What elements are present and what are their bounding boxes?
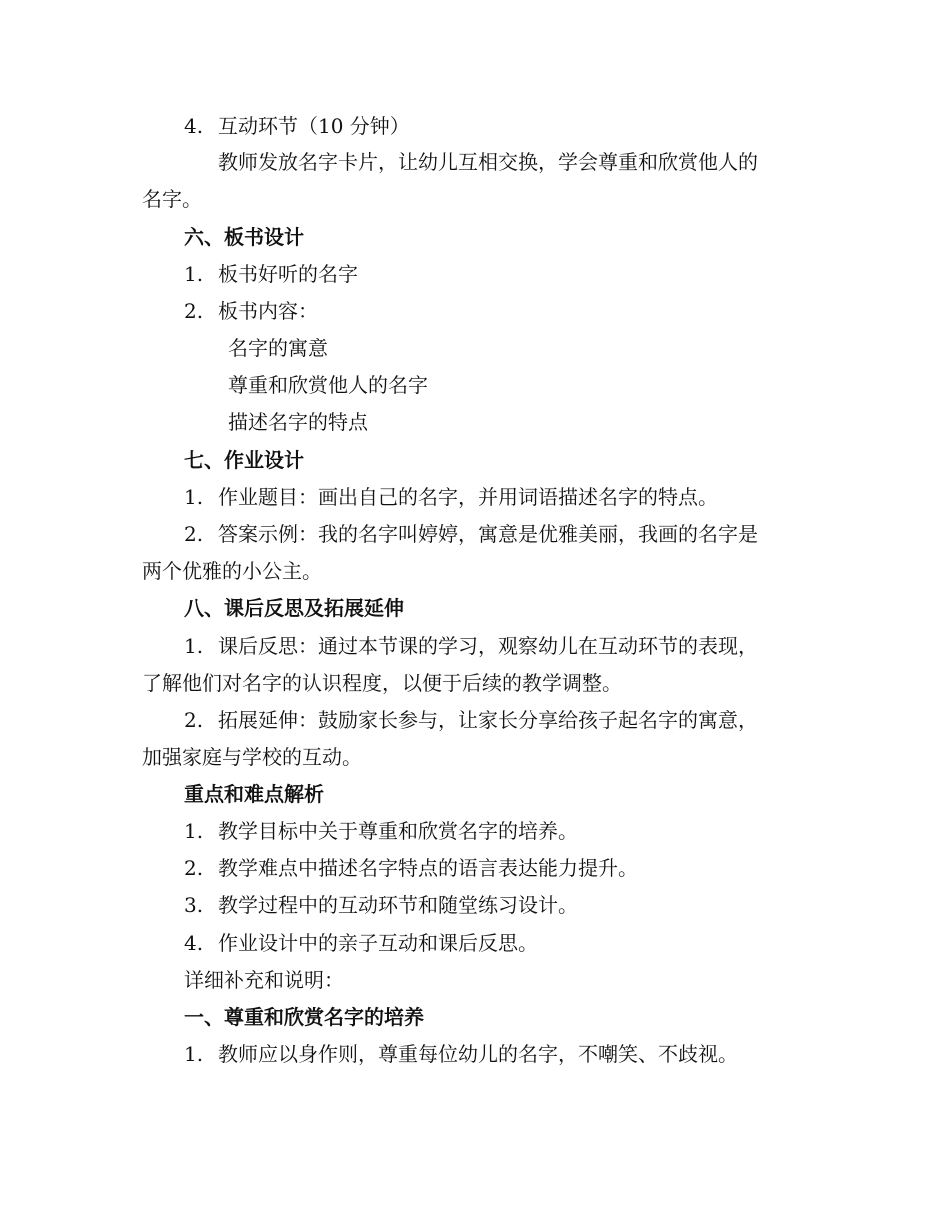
heading-text: 七、作业设计 xyxy=(184,448,304,472)
list-number: 2. xyxy=(184,299,204,323)
paragraph-line xyxy=(142,185,202,213)
list-number: 3. xyxy=(184,893,204,917)
paragraph-line xyxy=(142,669,622,697)
line-text: 拓展延伸：鼓励家长参与，让家长分享给孩子起名字的寓意， xyxy=(218,708,758,732)
line-text: 板书好听的名字 xyxy=(218,262,358,286)
line-text: 教师应以身作则，尊重每位幼儿的名字，不嘲笑、不歧视。 xyxy=(218,1042,738,1066)
list-item xyxy=(184,297,318,325)
list-number: 4. xyxy=(184,114,204,138)
line-text: 教学目标中关于尊重和欣赏名字的培养。 xyxy=(218,819,578,843)
heading-text: 六、板书设计 xyxy=(184,225,304,249)
line-text: 尊重和欣赏他人的名字 xyxy=(228,373,428,397)
list-number: 2. xyxy=(184,708,204,732)
line-text: 教学难点中描述名字特点的语言表达能力提升。 xyxy=(218,856,638,880)
line-text: 名字的寓意 xyxy=(228,336,328,360)
list-number: 1. xyxy=(184,1042,204,1066)
line-text: 作业题目：画出自己的名字，并用词语描述名字的特点。 xyxy=(218,485,718,509)
list-number: 1. xyxy=(184,262,204,286)
heading-text: 八、课后反思及拓展延伸 xyxy=(184,596,404,620)
list-item xyxy=(184,112,410,140)
paragraph-line xyxy=(184,966,344,994)
list-number: 1. xyxy=(184,634,204,658)
list-item xyxy=(184,483,718,511)
line-text: 板书内容： xyxy=(218,299,318,323)
list-item xyxy=(184,632,758,660)
list-item xyxy=(184,706,758,734)
list-item xyxy=(184,520,758,548)
list-item xyxy=(184,854,638,882)
board-content-item xyxy=(228,371,428,399)
line-text: 加强家庭与学校的互动。 xyxy=(142,745,362,769)
line-text: 作业设计中的亲子互动和课后反思。 xyxy=(218,931,538,955)
paragraph-line xyxy=(142,743,362,771)
section-heading-board-design xyxy=(184,223,304,251)
section-heading-homework-design xyxy=(184,446,304,474)
list-item xyxy=(184,891,578,919)
line-text: 答案示例：我的名字叫婷婷，寓意是优雅美丽，我画的名字是 xyxy=(218,522,758,546)
line-text: 了解他们对名字的认识程度，以便于后续的教学调整。 xyxy=(142,671,622,695)
list-number: 2. xyxy=(184,856,204,880)
board-content-item xyxy=(228,334,328,362)
line-text: 课后反思：通过本节课的学习，观察幼儿在互动环节的表现， xyxy=(218,634,758,658)
list-number: 4. xyxy=(184,931,204,955)
list-item xyxy=(184,260,358,288)
list-item xyxy=(184,929,538,957)
list-number: 2. xyxy=(184,522,204,546)
paragraph-line xyxy=(142,557,322,585)
heading-text: 重点和难点解析 xyxy=(184,782,324,806)
section-heading-respect-names xyxy=(184,1003,424,1031)
board-content-item xyxy=(228,408,368,436)
line-text: 教师发放名字卡片，让幼儿互相交换，学会尊重和欣赏他人的 xyxy=(218,150,758,174)
line-text: 教学过程中的互动环节和随堂练习设计。 xyxy=(218,893,578,917)
line-text: 两个优雅的小公主。 xyxy=(142,559,322,583)
list-number: 1. xyxy=(184,485,204,509)
line-text: 描述名字的特点 xyxy=(228,410,368,434)
section-heading-key-points xyxy=(184,780,324,808)
list-item xyxy=(184,817,578,845)
line-text: 互动环节（10 分钟） xyxy=(218,114,410,138)
line-text: 详细补充和说明： xyxy=(184,968,344,992)
heading-text: 一、尊重和欣赏名字的培养 xyxy=(184,1005,424,1029)
paragraph-line xyxy=(218,148,758,176)
section-heading-reflection xyxy=(184,594,404,622)
line-text: 名字。 xyxy=(142,187,202,211)
list-number: 1. xyxy=(184,819,204,843)
list-item xyxy=(184,1040,738,1068)
